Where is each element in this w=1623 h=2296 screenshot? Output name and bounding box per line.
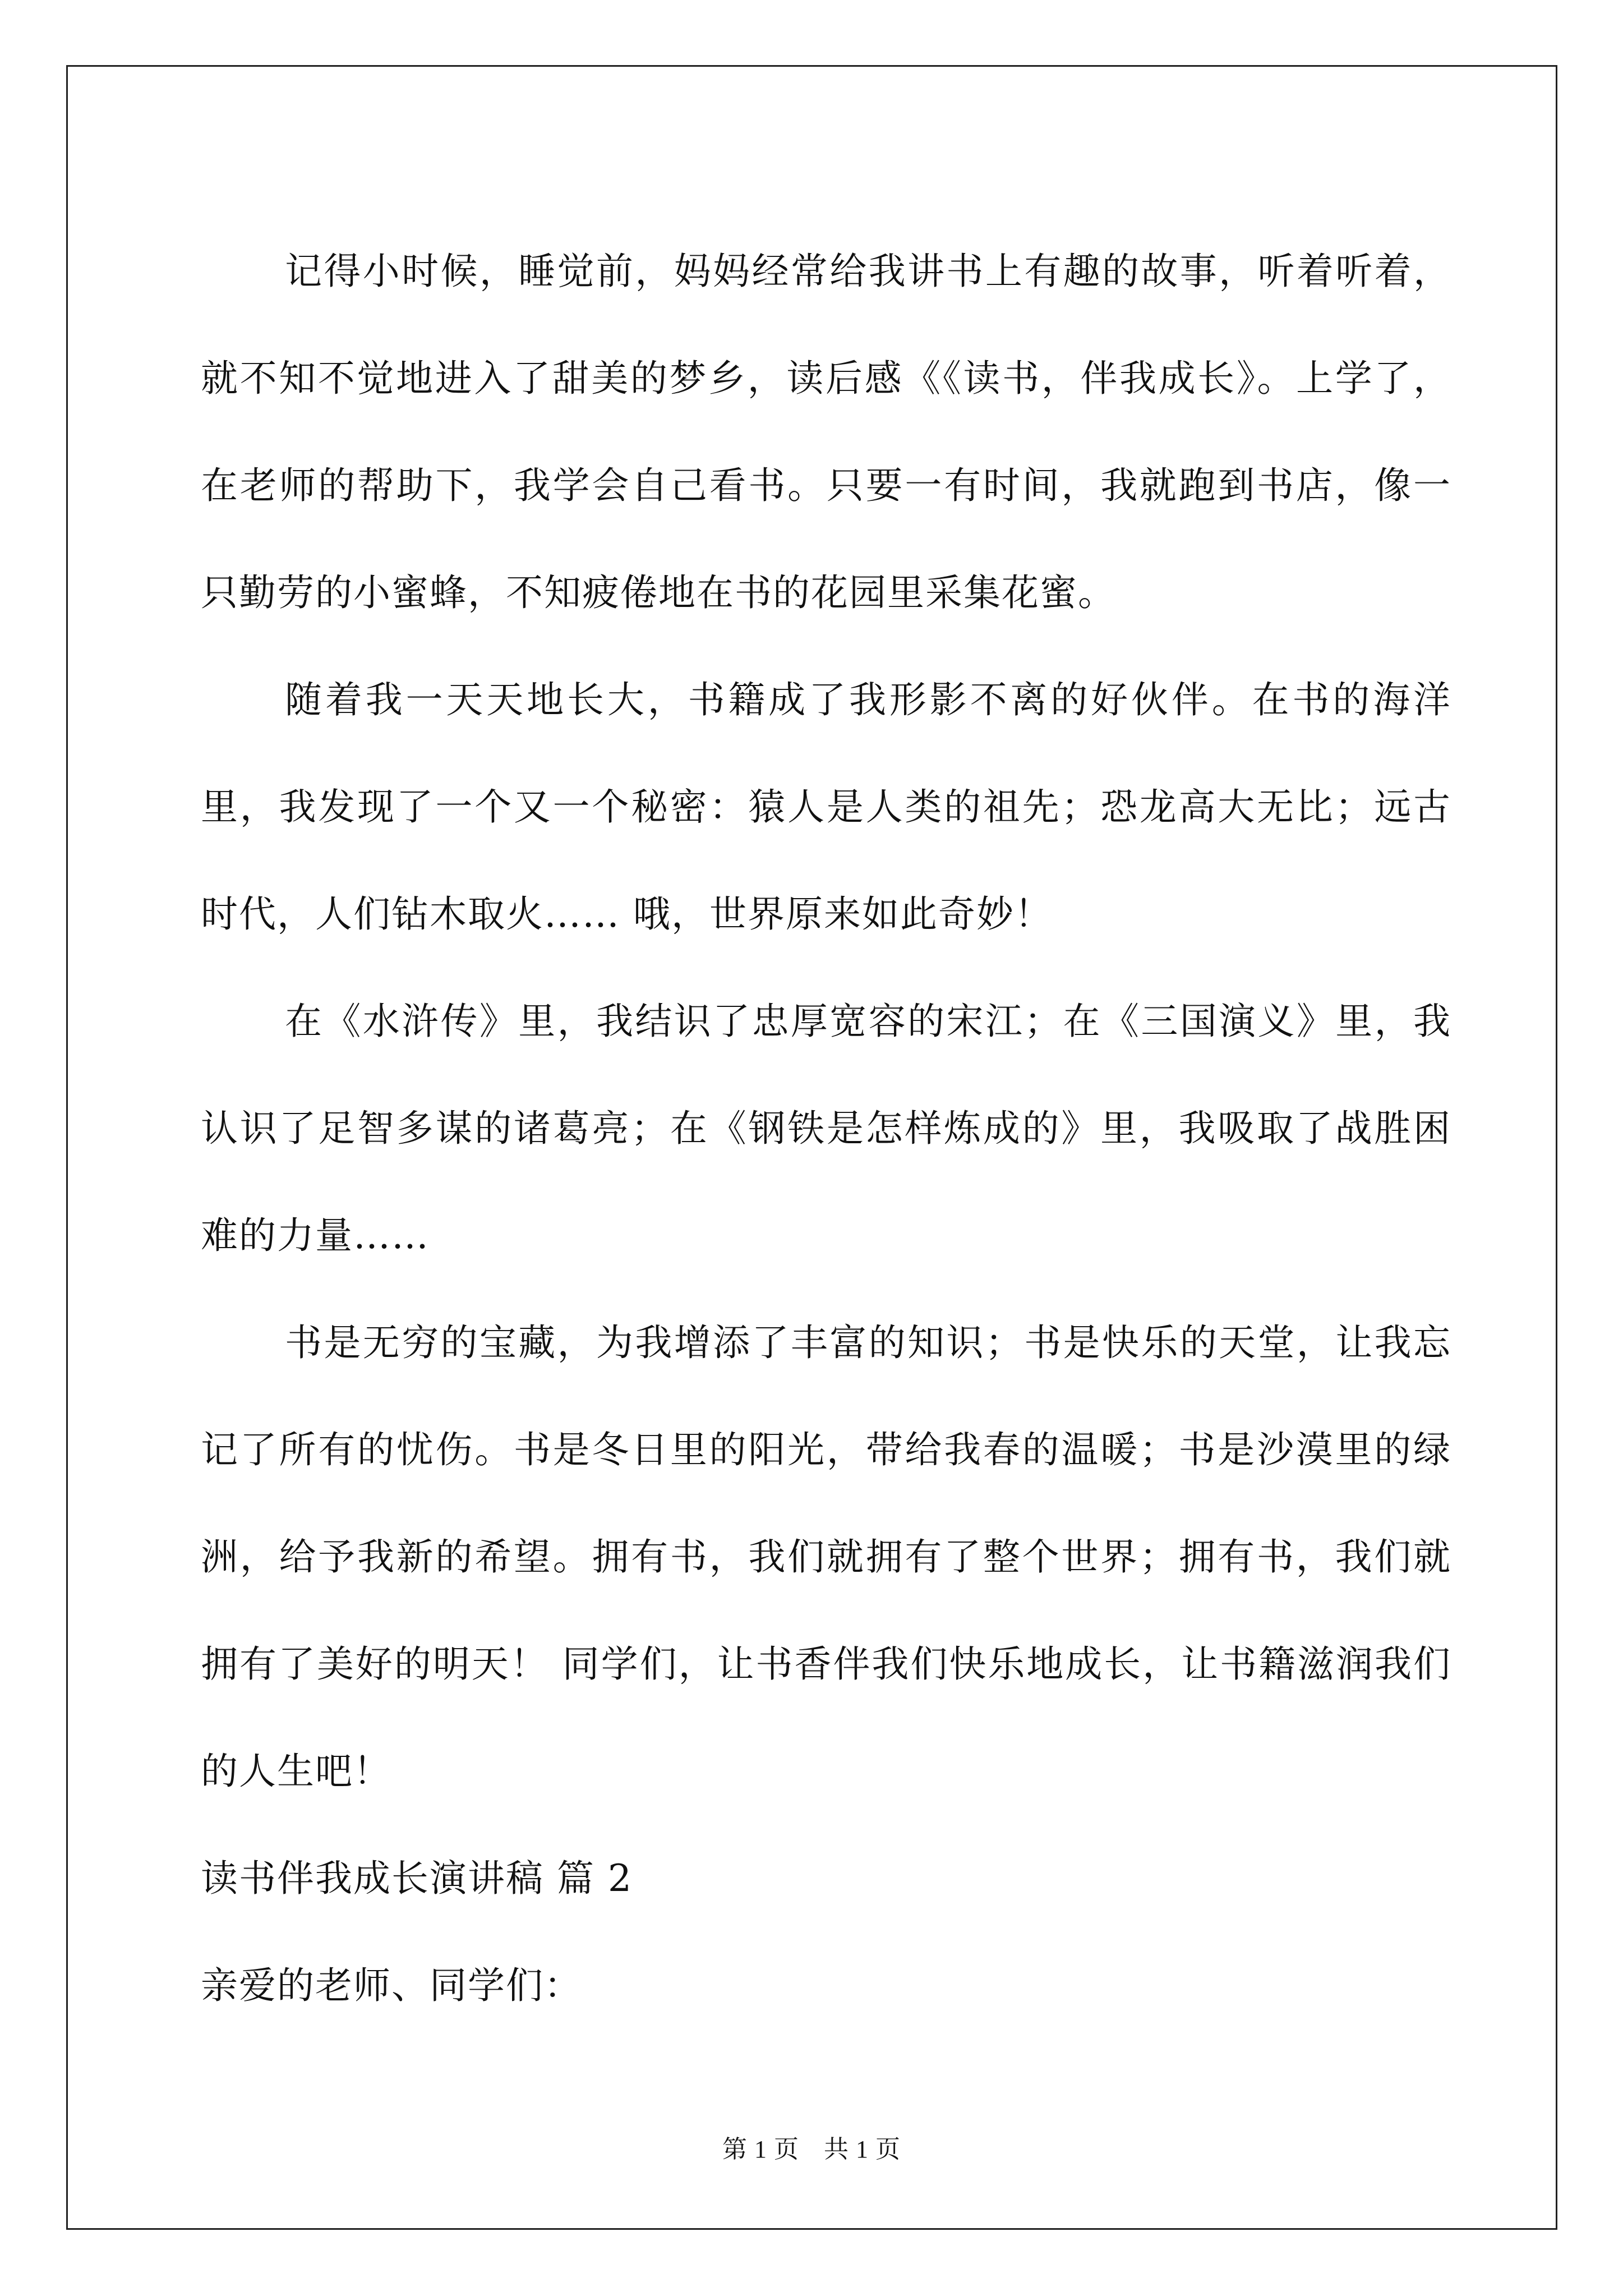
paragraph-1: 记得小时候，睡觉前，妈妈经常给我讲书上有趣的故事，听着听着，就不知不觉地进入了甜美的梦乡，读后感《《读书，伴我成长》。上学了，在老师的帮助下，我学会自己看书。只要一有时间，我就跑到书店，像一只勤劳的小蜜蜂，不知疲倦地在书的花园里采集花蜜。 (201, 250, 1451, 614)
page-footer (0, 2129, 1623, 2165)
paragraph-4: 书是无穷的宝藏，为我增添了丰富的知识；书是快乐的天堂，让我忘记了所有的忧伤。书是冬日里的阳光，带给我春的温暖；书是沙漠里的绿洲，给予我新的希望。拥有书，我们就拥有了整个世界；拥有书，我们就拥有了美好的明天！ 同学们，让书香伴我们快乐地成长，让书籍滋润我们的人生吧！ (201, 1321, 1451, 1793)
page-number-total: 共 1 页 (824, 2136, 901, 2163)
paragraph-2: 随着我一天天地长大，书籍成了我形影不离的好伙伴。在书的海洋里，我发现了一个又一个秘密：猿人是人类的祖先；恐龙高大无比；远古时代，人们钻木取火…… 哦，世界原来如此奇妙！ (201, 678, 1451, 936)
paragraph-3: 在《水浒传》里，我结识了忠厚宽容的宋江；在《三国演义》里，我认识了足智多谋的诸葛亮；在《钢铁是怎样炼成的》里，我吸取了战胜困难的力量…… (201, 1000, 1451, 1257)
section-heading: 读书伴我成长演讲稿 篇 2 (201, 1857, 633, 1900)
salutation: 亲爱的老师、同学们： (201, 1964, 582, 2007)
page-number-current: 第 1 页 (722, 2136, 799, 2163)
document-body (201, 218, 1451, 2039)
